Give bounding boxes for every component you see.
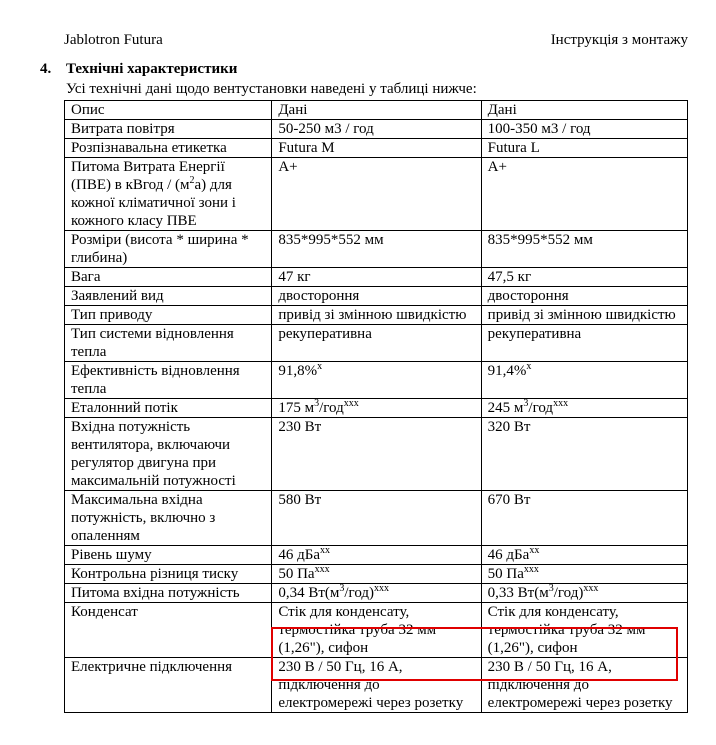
row-label: Вага	[65, 268, 272, 287]
section-title: Технічні характеристики	[66, 61, 238, 77]
row-value-m: 50-250 м3 / год	[272, 120, 481, 139]
row-value-l: 320 Вт	[481, 418, 687, 491]
table-row	[65, 362, 688, 399]
table-row	[65, 325, 688, 362]
section-intro: Усі технічні дані щодо вентустановки наведені у таблиці нижче:	[66, 81, 477, 97]
table-row	[65, 546, 688, 565]
row-label: Тип приводу	[65, 306, 272, 325]
row-value-m: 175 $м^3/год^{xxx}$	[272, 399, 481, 418]
row-label: Питома вхідна потужність	[65, 584, 272, 603]
row-value-l: 50 $Па^{xxx}$	[481, 565, 687, 584]
row-label: Електричне підключення	[65, 658, 272, 713]
row-value-m: 47 кг	[272, 268, 481, 287]
row-value-m: рекуперативна	[272, 325, 481, 362]
row-label: Конденсат	[65, 603, 272, 658]
row-value-l: рекуперативна	[481, 325, 687, 362]
row-value-m: 230 В / 50 Гц, 16 А, підключення до електромережі через розетку	[272, 658, 481, 713]
table-row	[65, 139, 688, 158]
row-value-l: 0,33 $Вт(м^3/год)^{xxx}$	[481, 584, 687, 603]
spec-table	[64, 100, 688, 713]
table-row	[65, 158, 688, 231]
row-label: Тип системи відновлення тепла	[65, 325, 272, 362]
row-value-l: A+	[481, 158, 687, 231]
row-value-m: 0,34 $Вт(м^3/год)^{xxx}$	[272, 584, 481, 603]
row-label: Розпізнавальна етикетка	[65, 139, 272, 158]
table-row	[65, 491, 688, 546]
row-value-m: 230 Вт	[272, 418, 481, 491]
row-label: Контрольна різниця тиску	[65, 565, 272, 584]
row-label: Ефективність відновлення тепла	[65, 362, 272, 399]
row-value-l: 835*995*552 мм	[481, 231, 687, 268]
row-value-l: 670 Вт	[481, 491, 687, 546]
row-value-m: 50 $Па^{xxx}$	[272, 565, 481, 584]
row-label: Рівень шуму	[65, 546, 272, 565]
header-description: Опис	[65, 101, 272, 120]
table-row	[65, 120, 688, 139]
table-row	[65, 584, 688, 603]
table-row	[65, 565, 688, 584]
section-number: 4.	[40, 61, 52, 77]
row-value-l: 91,4%$^x$	[481, 362, 687, 399]
doc-header-left: Jablotron Futura	[64, 32, 163, 48]
row-value-m: Стік для конденсату, термостійка труба 32 мм (1,26"), сифон	[272, 603, 481, 658]
row-label: Еталонний потік	[65, 399, 272, 418]
table-row	[65, 418, 688, 491]
row-value-l: 46 дБа$^{xx}$	[481, 546, 687, 565]
row-value-l: привід зі змінною швидкістю	[481, 306, 687, 325]
row-value-l: 47,5 кг	[481, 268, 687, 287]
table-row	[65, 268, 688, 287]
header-data-m: Дані	[272, 101, 481, 120]
header-data-l: Дані	[481, 101, 687, 120]
table-row	[65, 287, 688, 306]
row-label: Розміри (висота * ширина * глибина)	[65, 231, 272, 268]
row-value-l: 245 $м^3/год^{xxx}$	[481, 399, 687, 418]
row-value-l: двостороння	[481, 287, 687, 306]
table-row	[65, 231, 688, 268]
row-value-l: Стік для конденсату, термостійка труба 32 мм (1,26"), сифон	[481, 603, 687, 658]
row-label: Максимальна вхідна потужність, включно з опаленням	[65, 491, 272, 546]
doc-header-right: Інструкція з монтажу	[550, 32, 688, 48]
row-label: Заявлений вид	[65, 287, 272, 306]
row-value-m: Futura M	[272, 139, 481, 158]
row-value-l: 230 В / 50 Гц, 16 А, підключення до електромережі через розетку	[481, 658, 687, 713]
row-label: Витрата повітря	[65, 120, 272, 139]
row-value-m: двостороння	[272, 287, 481, 306]
row-value-m: 46 дБа$^{xx}$	[272, 546, 481, 565]
row-value-m: 91,8%$^x$	[272, 362, 481, 399]
row-value-m: привід зі змінною швидкістю	[272, 306, 481, 325]
table-header-row	[65, 101, 688, 120]
table-row	[65, 603, 688, 658]
row-label: Вхідна потужність вентилятора, включаючи регулятор двигуна при максимальній потужності	[65, 418, 272, 491]
table-row	[65, 658, 688, 713]
row-value-l: 100-350 м3 / год	[481, 120, 687, 139]
row-label: Питома Витрата Енергії (ПВЕ) в кВгод / $(м^2а)$ для кожної кліматичної зони і кожного класу ПВЕ	[65, 158, 272, 231]
table-row	[65, 399, 688, 418]
table-row	[65, 306, 688, 325]
row-value-m: 580 Вт	[272, 491, 481, 546]
row-value-m: 835*995*552 мм	[272, 231, 481, 268]
row-value-m: A+	[272, 158, 481, 231]
row-value-l: Futura L	[481, 139, 687, 158]
